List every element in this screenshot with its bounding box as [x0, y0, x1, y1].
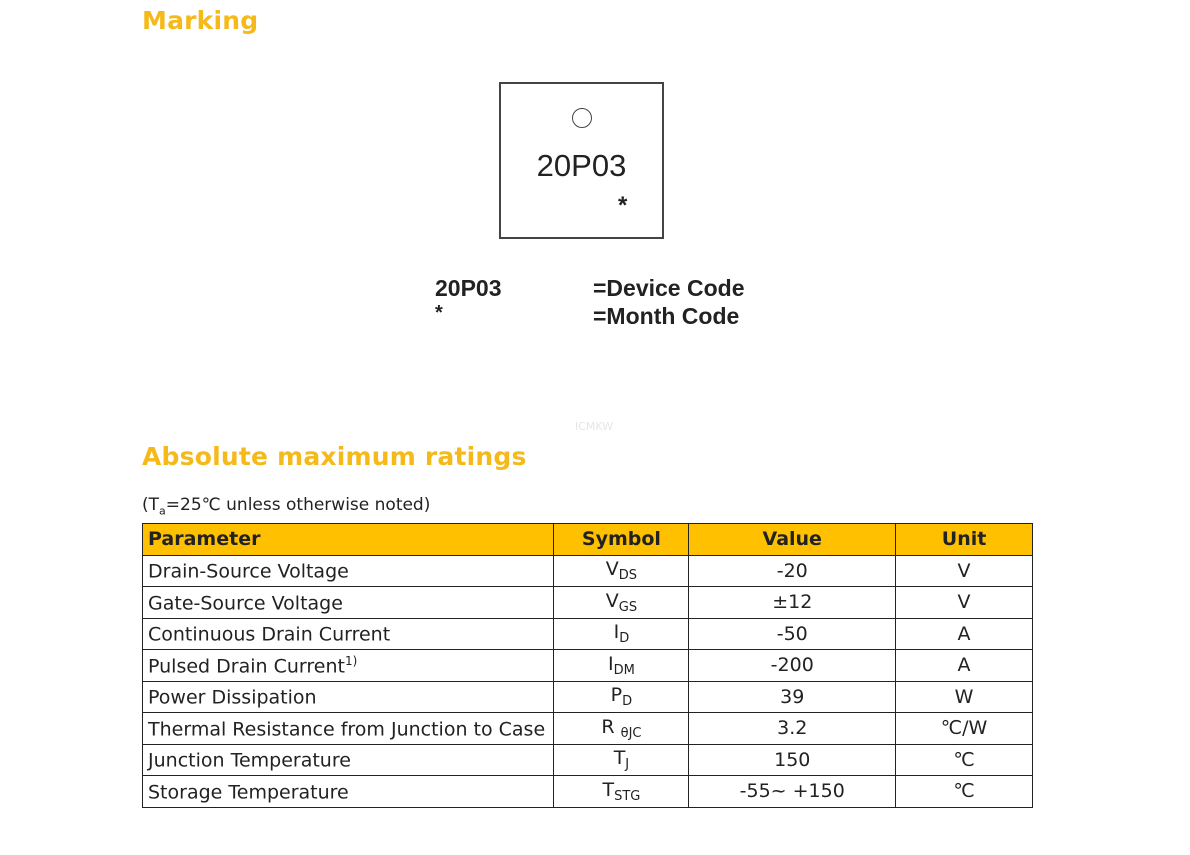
table-row [143, 587, 1033, 619]
table-header-row [143, 524, 1033, 556]
parameter-text: Drain-Source Voltage [148, 560, 349, 583]
cell-unit: W [896, 681, 1033, 713]
cell-value: -55~ +150 [689, 776, 896, 808]
legend-key-month: * [435, 302, 443, 324]
symbol-subscript: θJC [620, 725, 642, 741]
cell-parameter [143, 744, 554, 776]
table-row [143, 744, 1033, 776]
table-row [143, 555, 1033, 587]
header-parameter: Parameter [143, 524, 554, 556]
parameter-text: Continuous Drain Current [148, 623, 391, 646]
cell-parameter [143, 776, 554, 808]
symbol-subscript: GS [618, 599, 638, 615]
cell-value: 39 [689, 681, 896, 713]
symbol-subscript: DM [613, 662, 635, 678]
table-row [143, 713, 1033, 745]
cell-value: -200 [689, 650, 896, 682]
cell-value: 3.2 [689, 713, 896, 745]
cell-value: 150 [689, 744, 896, 776]
marking-heading: Marking [142, 6, 259, 35]
table-row [143, 650, 1033, 682]
cell-symbol [554, 681, 689, 713]
header-symbol: Symbol [554, 524, 689, 556]
cell-unit: ℃ [896, 744, 1033, 776]
symbol-subscript: D [622, 694, 633, 710]
chip-device-code: 20P03 [536, 148, 627, 183]
parameter-text: Storage Temperature [148, 780, 349, 803]
parameter-text: Thermal Resistance from Junction to Case [148, 717, 546, 740]
cell-parameter [143, 618, 554, 650]
cell-parameter [143, 555, 554, 587]
pin1-dot-icon [572, 108, 592, 128]
legend-value-device: =Device Code [593, 275, 745, 301]
symbol-subscript: D [619, 631, 630, 647]
cell-parameter [143, 587, 554, 619]
cell-unit: V [896, 587, 1033, 619]
symbol-subscript: STG [614, 788, 641, 804]
cell-symbol [554, 744, 689, 776]
cell-unit: ℃/W [896, 713, 1033, 745]
chip-package-diagram [499, 82, 664, 239]
symbol-main: V [605, 558, 619, 581]
symbol-main: I [613, 621, 620, 644]
cell-value: -50 [689, 618, 896, 650]
cell-symbol [554, 650, 689, 682]
legend-value-month: =Month Code [593, 303, 740, 329]
cell-unit: A [896, 618, 1033, 650]
note-sub: a [159, 504, 166, 518]
symbol-subscript: DS [618, 568, 638, 584]
symbol-main: T [602, 778, 615, 801]
cell-unit: A [896, 650, 1033, 682]
cell-symbol [554, 618, 689, 650]
symbol-subscript: J [625, 757, 630, 773]
cell-symbol [554, 587, 689, 619]
cell-symbol [554, 713, 689, 745]
parameter-footnote: 1) [344, 653, 358, 668]
cell-value: ±12 [689, 587, 896, 619]
parameter-text: Gate-Source Voltage [148, 591, 343, 614]
ratings-note [142, 495, 430, 517]
table-row [143, 681, 1033, 713]
header-unit: Unit [896, 524, 1033, 556]
symbol-main: P [610, 684, 623, 707]
cell-symbol [554, 555, 689, 587]
note-suffix: =25℃ unless otherwise noted) [165, 495, 431, 515]
symbol-main: V [605, 589, 619, 612]
ratings-heading: Absolute maximum ratings [142, 442, 527, 471]
cell-value: -20 [689, 555, 896, 587]
symbol-main: T [613, 747, 626, 770]
ratings-table [142, 523, 1033, 808]
parameter-text: Power Dissipation [148, 686, 317, 709]
cell-parameter [143, 681, 554, 713]
parameter-text: Pulsed Drain Current [148, 654, 345, 677]
watermark: ICMKW [575, 420, 614, 433]
cell-parameter [143, 713, 554, 745]
note-prefix: (T [142, 495, 160, 515]
cell-symbol [554, 776, 689, 808]
chip-month-star: * [618, 192, 628, 219]
table-row [143, 776, 1033, 808]
cell-parameter [143, 650, 554, 682]
legend-key-device: 20P03 [435, 275, 502, 301]
table-row [143, 618, 1033, 650]
cell-unit: V [896, 555, 1033, 587]
cell-unit: ℃ [896, 776, 1033, 808]
symbol-main: R [601, 715, 621, 738]
symbol-main: I [608, 652, 614, 675]
header-value: Value [689, 524, 896, 556]
parameter-text: Junction Temperature [148, 749, 351, 772]
